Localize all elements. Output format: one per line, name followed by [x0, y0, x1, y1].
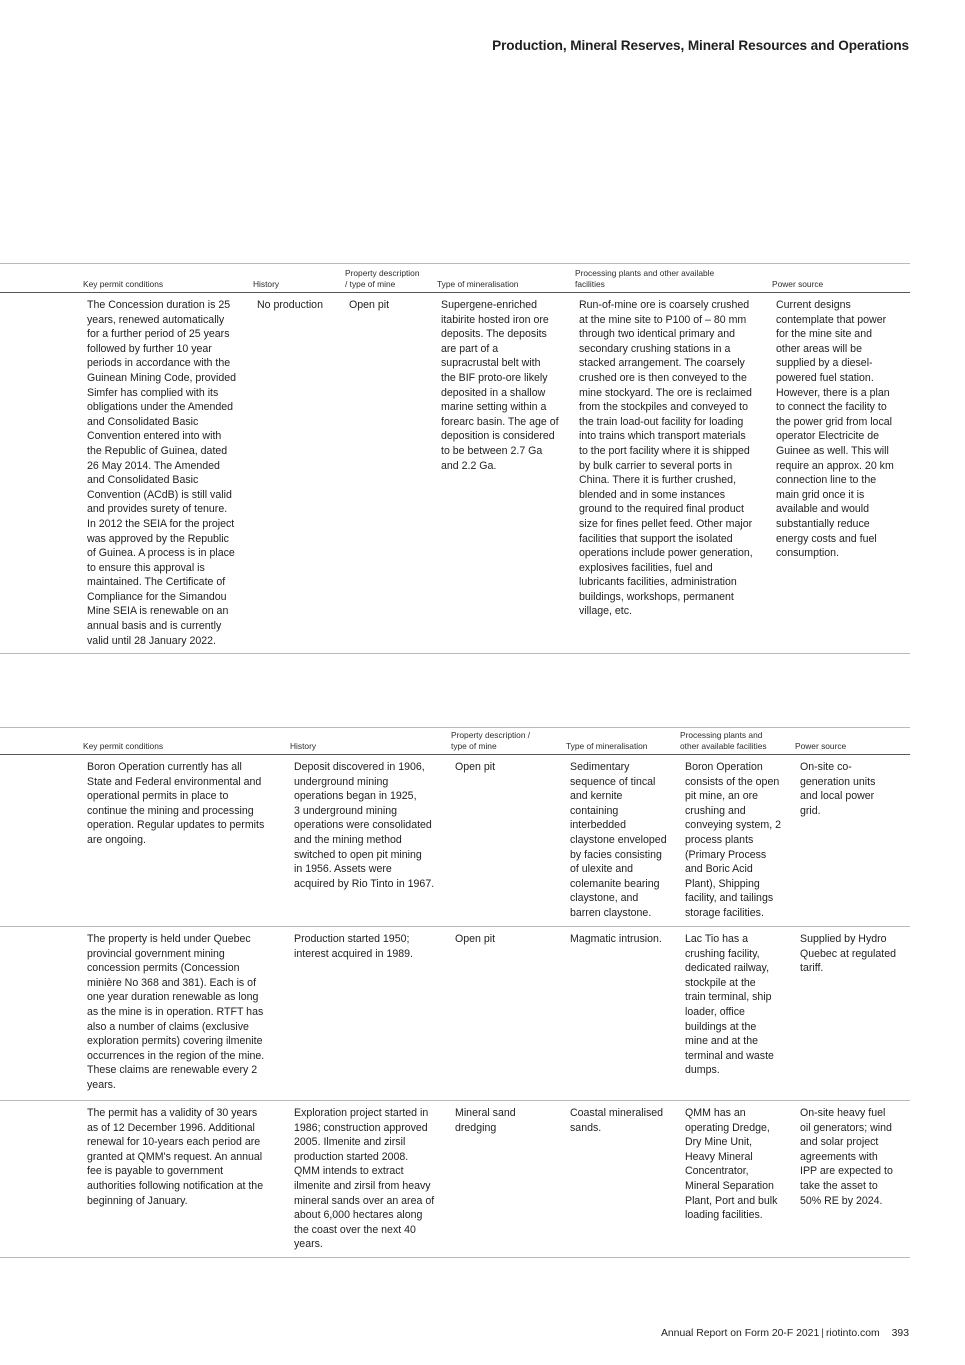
header-processing-plants: Processing plants and other available facilities — [680, 730, 767, 751]
header-power-source: Power source — [772, 278, 824, 289]
header-processing-plants: Processing plants and other available facilities — [575, 268, 715, 289]
table-row — [0, 1101, 910, 1258]
cell-power-source: On-site heavy fuel oil generators; wind and solar project agreements with IPP are expected to take the asset to 50% RE by 2024. — [800, 1107, 893, 1207]
footer-site-link[interactable]: riotinto.com — [825, 1328, 880, 1339]
cell-power-source: Supplied by Hydro Quebec at regulated tariff. — [800, 933, 897, 975]
footer-separator: | — [821, 1328, 824, 1339]
page-header-title: Production, Mineral Reserves, Mineral Resources and Operations — [492, 38, 909, 53]
cell-type-of-mineralisation: Coastal mineralised sands. — [570, 1107, 664, 1134]
cell-processing-plants: Boron Operation consists of the open pit mine, an ore crushing and conveying system, 2 process plants (Primary Process and Boric Acid Plant), Shipping facility, and tailings storage facilities. — [685, 761, 781, 919]
operations-table-2 — [0, 727, 910, 1258]
cell-processing-plants: QMM has an operating Dredge, Dry Mine Unit, Heavy Mineral Concentrator, Mineral Separation Plant, Port and bulk loading facilities. — [685, 1107, 778, 1222]
header-history: History — [290, 740, 317, 751]
page-footer — [661, 1328, 909, 1339]
header-type-of-mineralisation: Type of mineralisation — [566, 740, 648, 751]
cell-key-permit-conditions: The property is held under Quebec provincial government mining concession permits (Concession minière No 368 and 381). Each is of one year duration renewable as long as the mine is in operation. RTFT has also a number of claims (exclusive exploration permits) covering ilmenite occurrences in the region of the mine. These claims are renewable every 2 years. — [87, 933, 265, 1091]
cell-history: Deposit discovered in 1906, underground mining operations began in 1925, 3 underground mining operations were consolidated and the mining method switched to open pit mining in 1956. Assets were acquired by Rio Tinto in 1967. — [294, 761, 435, 890]
cell-key-permit-conditions: The permit has a validity of 30 years as of 12 December 1996. Additional renewal for 10-years each period are granted at QMM's request. An annual fee is payable to government authorities following notification at the beginning of January. — [87, 1107, 264, 1207]
header-property-description: Property description / type of mine — [451, 730, 531, 751]
cell-type-of-mineralisation: Sedimentary sequence of tincal and kernite containing interbedded claystone enveloped by facies consisting of ulexite and colemanite bearing claystone, and barren claystone. — [570, 761, 667, 919]
table-header-row — [0, 263, 910, 293]
cell-property-description: Mineral sand dredging — [455, 1107, 516, 1134]
table-row — [0, 927, 910, 1101]
cell-key-permit-conditions: The Concession duration is 25 years, renewed automatically for a further period of 25 years followed by further 10 year periods in accordance with the Guinean Mining Code, provided Simfer has complied with its obligations under the Amended and Consolidated Basic Convention entered into with the Republic of Guinea, dated 26 May 2014. The Amended and Consolidated Basic Convention (ACdB) is still valid and provides surety of tenure. In 2012 the SEIA for the project was approved by the Republic of Guinea. A process is in place to ensure this approval is maintained. The Certificate of Compliance for the Simandou Mine SEIA is renewable on an annual basis and is currently valid until 28 January 2022. — [87, 299, 236, 647]
header-property-description: Property description / type of mine — [345, 268, 420, 289]
cell-processing-plants: Run-of-mine ore is coarsely crushed at the mine site to P100 of – 80 mm through two identical primary and secondary crushing stations in a stacked arrangement. The coarsely crushed ore is then conveyed to the mine stockyard. The ore is reclaimed from the stockpiles and conveyed to the train load-out facility for loading into trains which transport materials to the port facility where it is shipped by bulk carrier to several ports in China. There it is further crushed, blended and in some instances ground to the required final product size for fines pellet feed. Other major facilities that support the isolated operations include power generation, explosives facilities, fuel and lubricants facilities, administration buildings, workshops, permanent village, etc. — [579, 299, 753, 618]
cell-history: No production — [257, 299, 323, 311]
table-header-row — [0, 727, 910, 755]
cell-history: Production started 1950; interest acquired in 1989. — [294, 933, 413, 960]
cell-processing-plants: Lac Tio has a crushing facility, dedicated railway, stockpile at the train terminal, ship loader, office buildings at the mine and at the terminal and waste dumps. — [685, 933, 774, 1077]
cell-key-permit-conditions: Boron Operation currently has all State and Federal environmental and operational permits in place to continue the mining and processing operation. Regular updates to permits are ongoing. — [87, 761, 265, 846]
page-number: 393 — [891, 1328, 909, 1339]
operations-table-1 — [0, 263, 910, 654]
cell-history: Exploration project started in 1986; construction approved 2005. Ilmenite and zirsil production started 2008. QMM intends to extract ilmenite and zirsil from heavy mineral sands over an area of about 6,000 hectares along the coast over the next 40 years. — [294, 1107, 435, 1251]
header-key-permit-conditions: Key permit conditions — [83, 278, 164, 289]
header-power-source: Power source — [795, 740, 847, 751]
cell-property-description: Open pit — [455, 761, 496, 773]
table-row — [0, 293, 910, 654]
header-key-permit-conditions: Key permit conditions — [83, 740, 164, 751]
cell-power-source: Current designs contemplate that power for the mine site and other areas will be supplied by a diesel- powered fuel station. However, there is a plan to connect the facility to the power grid from local operator Electricite de Guinee as well. This will require an approx. 20 km connection line to the main grid once it is available and would substantially reduce energy costs and fuel consumption. — [776, 299, 894, 560]
header-type-of-mineralisation: Type of mineralisation — [437, 278, 519, 289]
cell-power-source: On-site co- generation units and local power grid. — [800, 761, 876, 817]
cell-property-description: Open pit — [455, 933, 496, 945]
table-row — [0, 755, 910, 927]
header-history: History — [253, 278, 280, 289]
cell-property-description: Open pit — [349, 299, 390, 311]
footer-report-title: Annual Report on Form 20-F 2021 — [660, 1328, 820, 1339]
cell-type-of-mineralisation: Magmatic intrusion. — [570, 933, 662, 945]
cell-type-of-mineralisation: Supergene-enriched itabirite hosted iron ore deposits. The deposits are part of a supracrustal belt with the BIF proto-ore likely deposited in a shallow marine setting within a forearc basin. The age of deposition is considered to be between 2.7 Ga and 2.2 Ga. — [441, 299, 559, 472]
